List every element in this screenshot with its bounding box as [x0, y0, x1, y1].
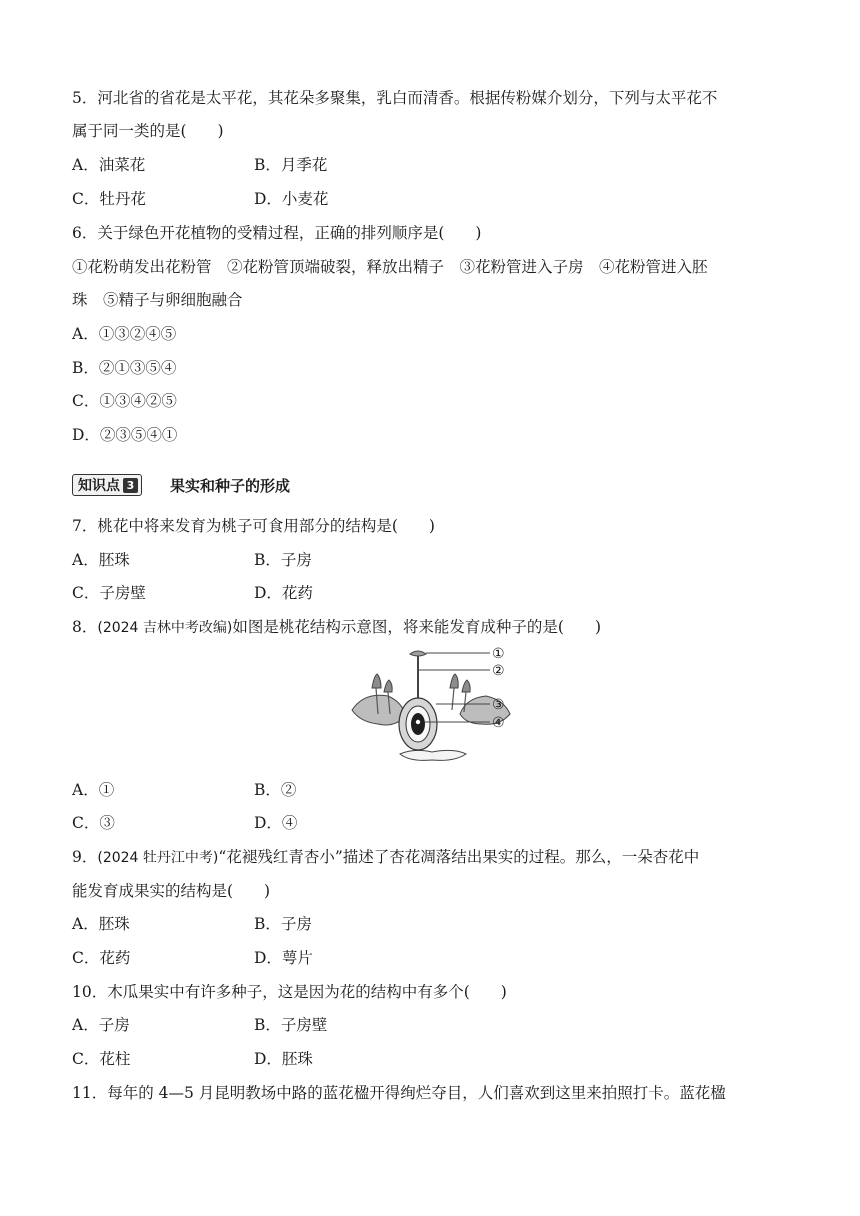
q7-option-d: D．花药 — [254, 584, 313, 602]
q7-option-c: C．子房壁 — [72, 584, 146, 602]
q8-stem — [72, 616, 601, 639]
q10-option-c: C．花柱 — [72, 1050, 131, 1068]
receptacle-shape — [400, 750, 466, 760]
q5-option-c: C．牡丹花 — [72, 190, 146, 208]
q9-option-a: A．胚珠 — [72, 915, 130, 933]
figure-label-4: ④ — [492, 715, 505, 731]
right-stamen-filament — [452, 688, 454, 710]
q10-option-b: B．子房壁 — [254, 1016, 328, 1034]
left-petal — [352, 695, 406, 725]
q6-option-b: B．②①③⑤④ — [72, 359, 177, 377]
badge-number: 3 — [123, 478, 138, 493]
q5-option-a: A．油菜花 — [72, 156, 146, 174]
q8-number: 8． — [72, 618, 98, 636]
q5-stem-line2: 属于同一类的是( ) — [72, 122, 224, 140]
q6-items-line2: 珠 ⑤精子与卵细胞融合 — [72, 291, 243, 309]
figure-label-3: ③ — [492, 697, 505, 713]
q5-option-d: D．小麦花 — [254, 190, 329, 208]
q9-option-c: C．花药 — [72, 949, 131, 967]
q9-stem-text: “花褪残红青杏小”描述了杏花凋落结出果实的过程。那么，一朵杏花中 — [218, 848, 700, 866]
q11-stem-line1: 11．每年的 4—5 月昆明教场中路的蓝花楹开得绚烂夺目，人们喜欢到这里来拍照打卡。蓝花楹 — [72, 1084, 726, 1102]
q8-option-d: D．④ — [254, 814, 298, 832]
q8-source: (2024 吉林中考改编) — [97, 620, 233, 636]
q10-option-a: A．子房 — [72, 1016, 130, 1034]
q9-source: (2024 牡丹江中考) — [97, 850, 219, 866]
q9-option-d: D．萼片 — [254, 949, 313, 967]
left-anther-2 — [384, 680, 392, 692]
ovule-center — [416, 720, 420, 724]
q7-stem: 7．桃花中将来发育为桃子可食用部分的结构是( ) — [72, 517, 435, 535]
q6-items-line1: ①花粉萌发出花粉管 ②花粉管顶端破裂，释放出精子 ③花粉管进入子房 ④花粉管进入胚 — [72, 258, 708, 276]
q9-number: 9． — [72, 848, 98, 866]
q9-option-b: B．子房 — [254, 915, 312, 933]
section-header — [72, 474, 290, 496]
q5-option-b: B．月季花 — [254, 156, 328, 174]
peach-flower-diagram — [344, 644, 520, 770]
badge-label: 知识点 — [78, 478, 120, 494]
q8-option-b: B．② — [254, 781, 297, 799]
q7-option-a: A．胚珠 — [72, 551, 130, 569]
q8-stem-text: 如图是桃花结构示意图，将来能发育成种子的是( ) — [232, 618, 601, 636]
knowledge-point-badge — [72, 474, 142, 496]
q6-stem: 6．关于绿色开花植物的受精过程，正确的排列顺序是( ) — [72, 224, 482, 242]
left-anther — [372, 674, 381, 688]
q6-option-d: D．②③⑤④① — [72, 426, 178, 444]
figure-label-1: ① — [492, 646, 505, 662]
q9-stem-line2: 能发育成果实的结构是( ) — [72, 882, 271, 900]
q9-stem-line1 — [72, 846, 699, 869]
figure-label-2: ② — [492, 663, 505, 679]
q8-option-a: A．① — [72, 781, 115, 799]
q10-option-d: D．胚珠 — [254, 1050, 313, 1068]
right-anther — [450, 674, 458, 688]
stigma — [410, 651, 426, 656]
q7-option-b: B．子房 — [254, 551, 312, 569]
q6-option-a: A．①③②④⑤ — [72, 325, 177, 343]
q5-stem-line1: 5．河北省的省花是太平花，其花朵多聚集，乳白而清香。根据传粉媒介划分，下列与太平花不 — [72, 89, 718, 107]
right-anther-2 — [462, 680, 470, 692]
section-title: 果实和种子的形成 — [170, 476, 291, 495]
q10-stem: 10．木瓜果实中有许多种子，这是因为花的结构中有多个( ) — [72, 983, 507, 1001]
q8-option-c: C．③ — [72, 814, 115, 832]
q6-option-c: C．①③④②⑤ — [72, 392, 177, 410]
